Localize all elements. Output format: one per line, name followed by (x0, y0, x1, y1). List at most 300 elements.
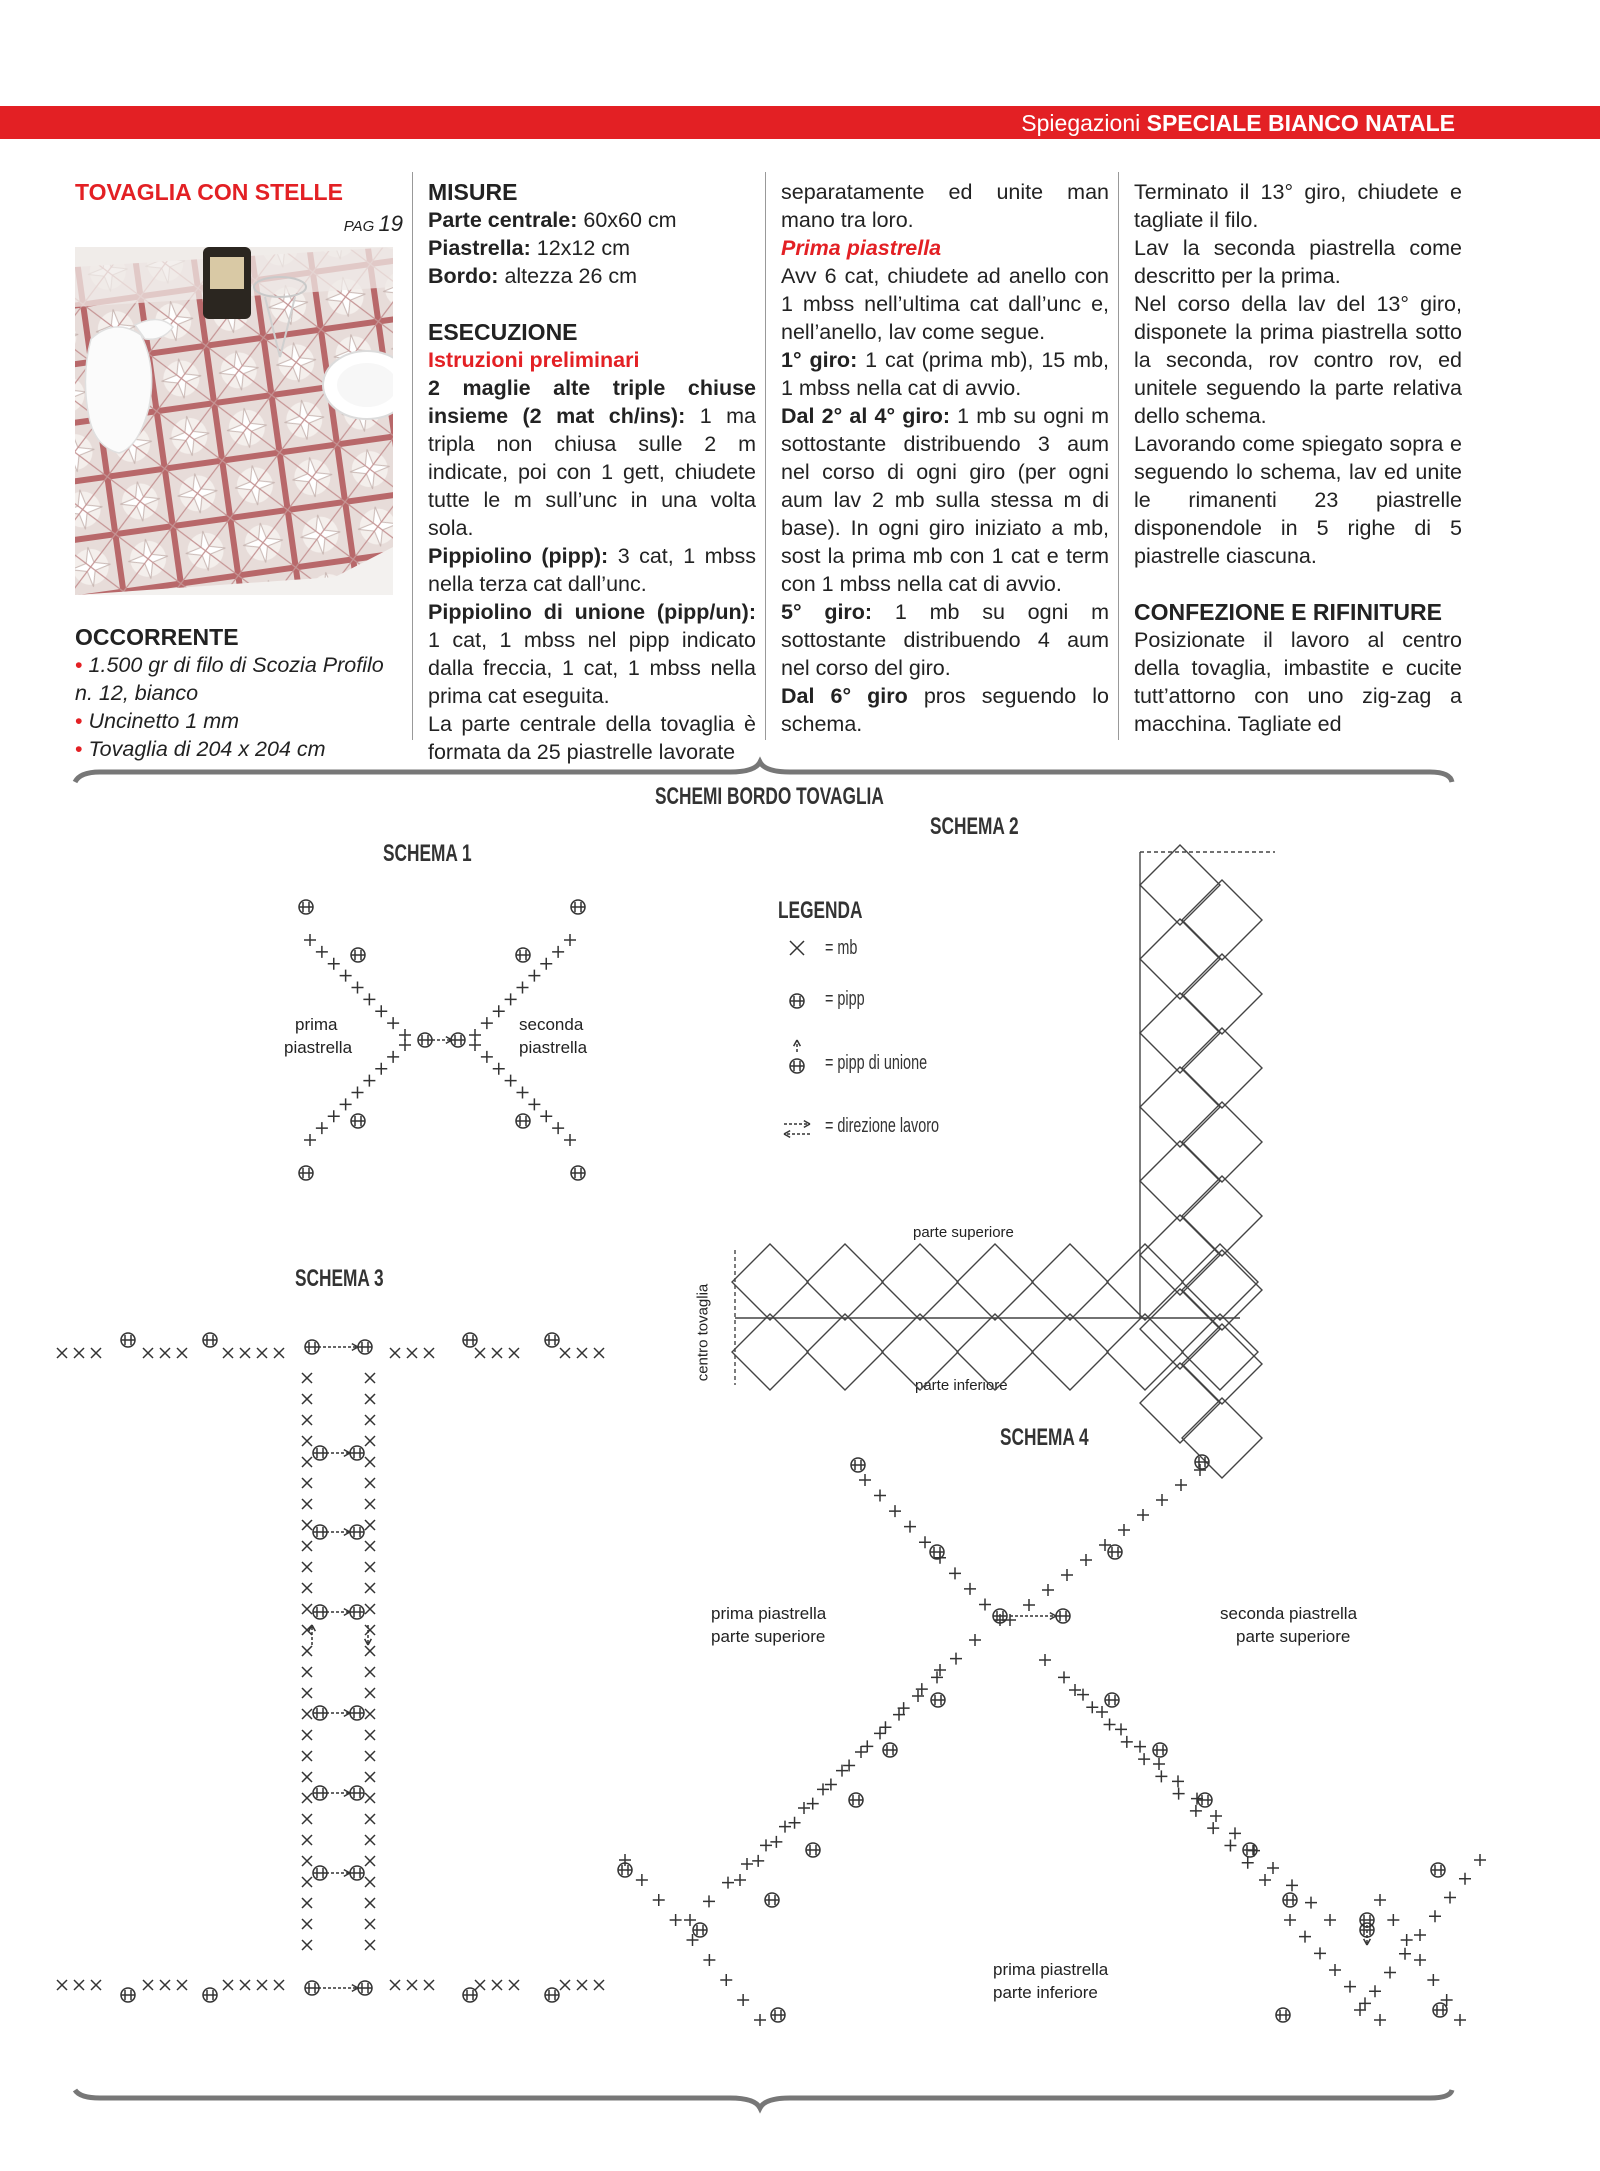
mb-symbol (302, 1919, 312, 1929)
crochet-symbols (57, 900, 1486, 2026)
mb-symbol (387, 1017, 399, 1029)
pipp-symbol (313, 1788, 327, 1798)
column-2: MISURE Parte centrale: 60x60 cm Piastrella: 12x12 cm Bordo: altezza 26 cm ESECUZIONE Istruzioni preliminari 2 maglie alte triple chiuse insieme (2 mat ch/ins): 1 ma tripla non chiusa sulle 2 m indicate, poi con 1 gett, chiudete tutte le m sull’unc in una volta sola. Pippiolino (pipp): 3 cat, 1 mbss nella terza cat dall’unc. Pippiolino di unione (pipp/un): 1 cat, 1 mbss nel pipp indicato dalla freccia, 1 cat, 1 mbss nella prima cat eseguita. La parte centrale della tovaglia è formata da 25 piastrelle lavorate (428, 179, 756, 764)
tile-diamond (1032, 1314, 1108, 1390)
mb-symbol (475, 1348, 485, 1358)
pipp-symbol (313, 1708, 327, 1718)
confezione-heading: CONFEZIONE E RIFINITURE (1134, 599, 1442, 625)
mb-symbol (340, 1098, 352, 1110)
pipp-symbol (313, 1527, 327, 1537)
mb-symbol (517, 982, 529, 994)
mb-symbol (1414, 1954, 1426, 1966)
mb-symbol (365, 1457, 375, 1467)
pipp-symbol (121, 1335, 135, 1345)
mb-symbol (365, 1499, 375, 1509)
mb-symbol (352, 982, 364, 994)
mb-symbol (57, 1348, 67, 1358)
mb-symbol (223, 1980, 233, 1990)
pipp-symbol (790, 996, 804, 1006)
mb-symbol (1190, 1805, 1202, 1817)
mb-symbol (302, 1751, 312, 1761)
mb-symbol (1207, 1822, 1219, 1834)
mb-symbol (328, 1110, 340, 1122)
schema2-grid (732, 845, 1275, 1478)
mb-symbol (469, 1039, 481, 1051)
mb-symbol (328, 958, 340, 970)
paragraph: separatamente ed unite man mano tra loro. (781, 180, 1109, 232)
mb-symbol (160, 1348, 170, 1358)
mb-symbol (1354, 2004, 1366, 2016)
pipp-symbol (1105, 1695, 1119, 1705)
mb-symbol (577, 1980, 587, 1990)
mb-symbol (390, 1348, 400, 1358)
s4-bottom-label: prima piastrella (993, 1960, 1109, 1979)
mb-symbol (1387, 1914, 1399, 1926)
s2-bottom-label: parte inferiore (915, 1377, 1008, 1394)
mb-symbol (302, 1562, 312, 1572)
mb-symbol (517, 1087, 529, 1099)
mb-symbol (1210, 1810, 1222, 1822)
diagrams-title: SCHEMI BORDO TOVAGLIA (655, 783, 884, 810)
pipp-symbol (790, 1061, 804, 1071)
mb-symbol (843, 1759, 855, 1771)
tile-diamond (732, 1314, 808, 1390)
mb-symbol (399, 1039, 411, 1051)
mb-symbol (302, 1856, 312, 1866)
mb-symbol (1369, 1985, 1381, 1997)
mb-symbol (493, 1063, 505, 1075)
mb-symbol (1427, 1974, 1439, 1986)
legend-mb: = mb (825, 937, 858, 959)
pipp-symbol (545, 1335, 559, 1345)
mb-symbol (365, 1856, 375, 1866)
paragraph: 2 maglie alte triple chiuse insieme (2 mat ch/ins): 1 ma tripla non chiusa sulle 2 m indicate, poi con 1 gett, chiudete tutte le m sull’unc in una volta sola. (428, 376, 756, 540)
mb-symbol (407, 1348, 417, 1358)
mb-symbol (375, 1005, 387, 1017)
mb-symbol (365, 1919, 375, 1929)
pipp-symbol (299, 902, 313, 912)
mb-symbol (703, 1895, 715, 1907)
s2-top-label: parte superiore (913, 1224, 1014, 1241)
tile-diamond (957, 1244, 1033, 1320)
pipp-symbol (313, 1868, 327, 1878)
pipp-symbol (299, 1168, 313, 1178)
pipp-symbol (693, 1925, 707, 1935)
mb-symbol (684, 1914, 696, 1926)
tile-diamond (1140, 1289, 1220, 1369)
tile-diamond (1182, 1176, 1262, 1256)
mb-symbol (1359, 1997, 1371, 2009)
mb-symbol (365, 1478, 375, 1488)
mb-symbol (143, 1980, 153, 1990)
mb-symbol (1138, 1753, 1150, 1765)
mb-symbol (509, 1980, 519, 1990)
tile-diamond (1140, 919, 1220, 999)
mb-symbol (1042, 1584, 1054, 1596)
pipp-symbol (203, 1335, 217, 1345)
tile-diamond (1032, 1244, 1108, 1320)
pipp-symbol (451, 1035, 465, 1045)
pipp-symbol (203, 1990, 217, 2000)
mb-symbol (1284, 1914, 1296, 1926)
pipp-symbol (463, 1335, 477, 1345)
mb-symbol (1242, 1857, 1254, 1869)
tile-diamond (957, 1314, 1033, 1390)
mb-symbol (1429, 1910, 1441, 1922)
paragraph: Posizionate il lavoro al centro della tovaglia, imbastite e cucite tutt’attorno con uno zig-zag a macchina. Tagliate ed (1134, 628, 1462, 736)
mb-symbol (1061, 1569, 1073, 1581)
mb-symbol (560, 1348, 570, 1358)
mb-symbol (493, 1005, 505, 1017)
mb-symbol (177, 1980, 187, 1990)
mb-symbol (1444, 1892, 1456, 1904)
mb-symbol (316, 1122, 328, 1134)
mb-symbol (564, 934, 576, 946)
mb-symbol (365, 1562, 375, 1572)
pipp-symbol (930, 1547, 944, 1557)
mb-symbol (904, 1521, 916, 1533)
mb-symbol (365, 1520, 375, 1530)
mb-symbol (1267, 1862, 1279, 1874)
mb-symbol (1023, 1599, 1035, 1611)
mb-symbol (302, 1772, 312, 1782)
mb-symbol (1384, 1967, 1396, 1979)
mb-symbol (594, 1348, 604, 1358)
mb-symbol (302, 1730, 312, 1740)
pipp-symbol (463, 1990, 477, 2000)
mb-symbol (505, 1075, 517, 1087)
mb-symbol (302, 1709, 312, 1719)
s4-bottom-label2: parte inferiore (993, 1983, 1098, 2002)
mb-symbol (492, 1348, 502, 1358)
mb-symbol (1080, 1554, 1092, 1566)
mb-symbol (365, 1583, 375, 1593)
paragraph: Terminato il 13° giro, chiudete e tagliate il filo. (1134, 180, 1462, 232)
mb-symbol (770, 1836, 782, 1848)
mb-symbol (302, 1541, 312, 1551)
pipp-symbol (358, 1342, 372, 1352)
legend-pipp-unione: = pipp di unione (825, 1052, 928, 1074)
schema2-title: SCHEMA 2 (930, 813, 1019, 840)
pipp-symbol (849, 1795, 863, 1805)
pipp-symbol (121, 1990, 135, 2000)
mb-symbol (365, 1751, 375, 1761)
tile-diamond (1140, 1141, 1220, 1221)
list-item: • Uncinetto 1 mm (75, 709, 240, 733)
mb-symbol (257, 1348, 267, 1358)
paragraph: Lav la seconda piastrella come descritto per la prima. (1134, 236, 1462, 288)
mb-symbol (1459, 1873, 1471, 1885)
s1-label-right: seconda (519, 1015, 584, 1034)
mb-symbol (1175, 1479, 1187, 1491)
tile-diamond (1140, 845, 1220, 925)
mb-symbol (509, 1348, 519, 1358)
paragraph: Dal 6° giro pros seguendo lo schema. (781, 684, 1109, 736)
pipp-symbol (806, 1845, 820, 1855)
mb-symbol (340, 970, 352, 982)
mb-symbol (594, 1980, 604, 1990)
s1-label-left2: piastrella (284, 1038, 353, 1057)
mb-symbol (861, 1740, 873, 1752)
mb-symbol (836, 1765, 848, 1777)
mb-symbol (1286, 1879, 1298, 1891)
top-brace (75, 762, 1452, 782)
pipp-symbol (305, 1983, 319, 1993)
tile-diamond (1140, 1215, 1220, 1295)
esecuzione-heading: ESECUZIONE (428, 319, 578, 345)
tile-diamond (1182, 954, 1262, 1034)
paragraph: 5° giro: 1 mb su ogni m sottostante distribuendo 4 aum nel corso del giro. (781, 600, 1109, 680)
mb-symbol (424, 1348, 434, 1358)
mb-symbol (1305, 1897, 1317, 1909)
mb-symbol (720, 1974, 732, 1986)
pipp-symbol (1243, 1845, 1257, 1855)
mb-symbol (1324, 1914, 1336, 1926)
mb-symbol (57, 1980, 67, 1990)
mb-symbol (734, 1874, 746, 1886)
mb-symbol (703, 1954, 715, 1966)
mb-symbol (74, 1348, 84, 1358)
mb-symbol (302, 1373, 312, 1383)
pipp-symbol (1108, 1547, 1122, 1557)
paragraph: Nel corso della lav del 13° giro, disponete la prima piastrella sotto la seconda, rov contro rov, ed unitele seguendo la parte relativa dello schema. (1134, 292, 1462, 428)
pipp-symbol (351, 1116, 365, 1126)
pipp-symbol (358, 1983, 372, 1993)
mb-symbol (274, 1980, 284, 1990)
mb-symbol (302, 1499, 312, 1509)
mb-symbol (302, 1394, 312, 1404)
mb-symbol (365, 1898, 375, 1908)
mb-symbol (492, 1980, 502, 1990)
mb-symbol (874, 1490, 886, 1502)
mb-symbol (365, 1877, 375, 1887)
mb-symbol (1314, 1947, 1326, 1959)
tile-diamond (732, 1244, 808, 1320)
mb-symbol (1401, 1934, 1413, 1946)
mb-symbol (365, 1688, 375, 1698)
paragraph: Pippiolino (pipp): 3 cat, 1 mbss nella terza cat dall’unc. (428, 544, 756, 596)
mb-symbol (274, 1348, 284, 1358)
mb-symbol (1173, 1788, 1185, 1800)
mb-symbol (1299, 1931, 1311, 1943)
tile-diamond (1107, 1244, 1183, 1320)
mb-symbol (177, 1348, 187, 1358)
mb-symbol (528, 1098, 540, 1110)
tile-diamond (1140, 1363, 1220, 1443)
mb-symbol (1229, 1827, 1241, 1839)
mb-symbol (653, 1894, 665, 1906)
mb-symbol (375, 1063, 387, 1075)
pipp-symbol (418, 1035, 432, 1045)
mb-symbol (365, 1415, 375, 1425)
mb-symbol (390, 1980, 400, 1990)
mb-symbol (143, 1348, 153, 1358)
mb-symbol (481, 1017, 493, 1029)
mb-symbol (304, 934, 316, 946)
pipp-symbol (931, 1695, 945, 1705)
mb-symbol (91, 1348, 101, 1358)
mb-symbol (1104, 1719, 1116, 1731)
mb-symbol (1374, 1894, 1386, 1906)
mb-symbol (1115, 1723, 1127, 1735)
mb-symbol (302, 1436, 312, 1446)
mb-symbol (552, 1122, 564, 1134)
mb-symbol (302, 1877, 312, 1887)
pipp-symbol (516, 1116, 530, 1126)
mb-symbol (365, 1646, 375, 1656)
mb-symbol (505, 993, 517, 1005)
mb-symbol (365, 1625, 375, 1635)
mb-symbol (1137, 1509, 1149, 1521)
legend-direzione: = direzione lavoro (825, 1115, 940, 1137)
mb-symbol (552, 946, 564, 958)
mb-symbol (302, 1415, 312, 1425)
pipp-symbol (1198, 1795, 1212, 1805)
pipp-symbol (350, 1868, 364, 1878)
mb-symbol (304, 1134, 316, 1146)
mb-symbol (302, 1835, 312, 1845)
tile-diamond (1140, 1067, 1220, 1147)
mb-symbol (257, 1980, 267, 1990)
mb-symbol (365, 1814, 375, 1824)
paragraph: Avv 6 cat, chiudete ad anello con 1 mbss nell’ultima cat dall’unc e, nell’anello, lav come segue. (781, 264, 1109, 344)
mb-symbol (365, 1667, 375, 1677)
s4-left-label2: parte superiore (711, 1627, 826, 1646)
mb-symbol (223, 1348, 233, 1358)
mb-symbol (528, 970, 540, 982)
mb-symbol (365, 1436, 375, 1446)
paragraph: Dal 2° al 4° giro: 1 mb su ogni m sottostante distribuendo 3 aum nel corso di ogni giro (per ogni aum lav 2 mb sulla stessa m di base). In ogni giro iniziato a mb, sost la prima mb con 1 cat e term con 1 mbss nella cat di avvio. (781, 404, 1109, 596)
pipp-symbol (771, 2010, 785, 2020)
mb-symbol (365, 1604, 375, 1614)
mb-symbol (365, 1793, 375, 1803)
header-title: Spiegazioni SPECIALE BIANCO NATALE (1021, 110, 1455, 136)
mb-symbol (302, 1646, 312, 1656)
mb-symbol (365, 1709, 375, 1719)
legend-title: LEGENDA (778, 897, 863, 924)
mb-symbol (950, 1653, 962, 1665)
s1-label-right2: piastrella (519, 1038, 588, 1057)
mb-symbol (1156, 1494, 1168, 1506)
mb-symbol (302, 1793, 312, 1803)
mb-symbol (889, 1505, 901, 1517)
pipp-symbol (350, 1607, 364, 1617)
mb-symbol (160, 1980, 170, 1990)
mb-symbol (365, 1394, 375, 1404)
mb-symbol (564, 1134, 576, 1146)
pipp-symbol (350, 1788, 364, 1798)
pipp-symbol (516, 950, 530, 960)
mb-symbol (91, 1980, 101, 1990)
mb-symbol (855, 1746, 867, 1758)
mb-symbol (969, 1634, 981, 1646)
pipp-symbol (305, 1342, 319, 1352)
mb-symbol (1134, 1741, 1146, 1753)
mb-symbol (919, 1536, 931, 1548)
mb-symbol (424, 1980, 434, 1990)
schema1-title: SCHEMA 1 (383, 840, 472, 867)
mb-symbol (931, 1671, 943, 1683)
mb-symbol (934, 1664, 946, 1676)
mb-symbol (1058, 1671, 1070, 1683)
tile-diamond (807, 1314, 883, 1390)
tile-diamond (1182, 880, 1262, 960)
list-item: • 1.500 gr di filo di Scozia Profilo n. 12, bianco (75, 653, 384, 705)
mb-symbol (741, 1858, 753, 1870)
mb-symbol (302, 1667, 312, 1677)
mb-symbol (365, 1541, 375, 1551)
mb-symbol (874, 1727, 886, 1739)
pipp-symbol (1431, 1865, 1445, 1875)
mb-symbol (560, 1980, 570, 1990)
pipp-symbol (313, 1448, 327, 1458)
mb-symbol (365, 1730, 375, 1740)
pipp-symbol (351, 950, 365, 960)
mb-symbol (365, 1940, 375, 1950)
mb-symbol (302, 1688, 312, 1698)
occorrente-heading: OCCORRENTE (75, 624, 239, 650)
mb-symbol (949, 1567, 961, 1579)
mb-symbol (240, 1980, 250, 1990)
subheading: Prima piastrella (781, 236, 942, 260)
pipp-symbol (618, 1865, 632, 1875)
mb-symbol (363, 993, 375, 1005)
mb-symbol (760, 1839, 772, 1851)
pipp-symbol (350, 1527, 364, 1537)
pipp-symbol (350, 1448, 364, 1458)
mb-symbol (1374, 2014, 1386, 2026)
mb-symbol (859, 1474, 871, 1486)
mb-symbol (481, 1051, 493, 1063)
mb-symbol (540, 958, 552, 970)
mb-symbol (1329, 1964, 1341, 1976)
pipp-symbol (1433, 2005, 1447, 2015)
mb-symbol (240, 1348, 250, 1358)
mb-symbol (790, 941, 804, 955)
pipp-symbol (545, 1990, 559, 2000)
s2-side-label: centro tovaglia (694, 1283, 712, 1382)
pipp-symbol (313, 1607, 327, 1617)
mb-symbol (302, 1583, 312, 1593)
mb-symbol (722, 1877, 734, 1889)
tile-diamond (1182, 1028, 1262, 1108)
mb-symbol (302, 1520, 312, 1530)
paragraph: Lavorando come spiegato sopra e seguendo lo schema, lav ed unite le rimanenti 23 piastrelle disponendole in 5 righe di 5 piastrelle ciascuna. (1134, 432, 1462, 568)
mb-symbol (979, 1598, 991, 1610)
pipp-symbol (883, 1745, 897, 1755)
s4-left-label: prima piastrella (711, 1604, 827, 1623)
mb-symbol (1414, 1929, 1426, 1941)
article-title: TOVAGLIA CON STELLE (75, 179, 343, 205)
mb-symbol (365, 1373, 375, 1383)
mb-symbol (964, 1583, 976, 1595)
bottom-brace (75, 2090, 1452, 2108)
mb-symbol (1172, 1775, 1184, 1787)
mb-symbol (1454, 2014, 1466, 2026)
mb-symbol (737, 1994, 749, 2006)
mb-symbol (407, 1980, 417, 1990)
mb-symbol (752, 1855, 764, 1867)
pipp-symbol (571, 1168, 585, 1178)
mb-symbol (387, 1051, 399, 1063)
tile-diamond (1107, 1314, 1183, 1390)
pipp-symbol (851, 1460, 865, 1470)
mb-symbol (363, 1075, 375, 1087)
mb-symbol (302, 1478, 312, 1488)
mb-symbol (577, 1348, 587, 1358)
paragraph: 1° giro: 1 cat (prima mb), 15 mb, 1 mbss nella cat di avvio. (781, 348, 1110, 400)
mb-symbol (365, 1835, 375, 1845)
